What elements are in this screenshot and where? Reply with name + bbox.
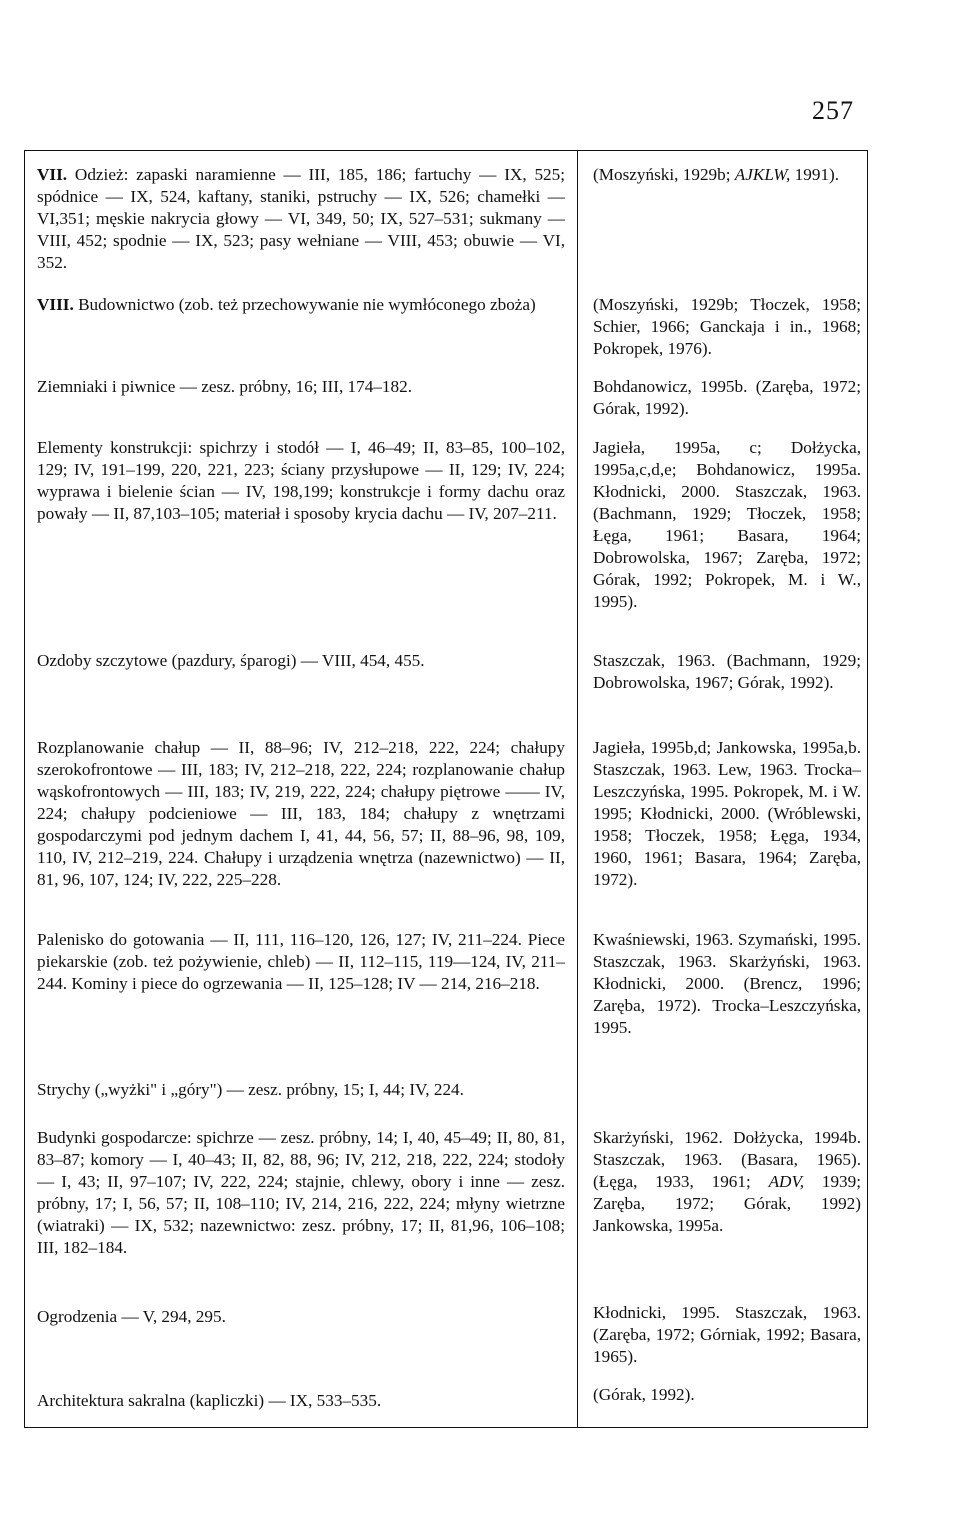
row-budynki-ref-italic: ADV,	[768, 1172, 805, 1191]
row-vii-right	[593, 164, 861, 186]
row-ziemniaki-left: Ziemniaki i piwnice — zesz. próbny, 16; III, 174–182.	[37, 377, 413, 396]
section-number-viii: VIII.	[37, 295, 74, 314]
row-vii-left	[37, 164, 565, 274]
row-budynki-right	[593, 1127, 861, 1237]
row-viii-left	[37, 294, 565, 316]
row-rozplanowanie-left: Rozplanowanie chałup — II, 88–96; IV, 212–218, 222, 224; chałupy szerokofrontowe — III, 183; IV, 212–218, 222, 224; rozplanowanie chałup wąskofrontowych — III, 183; IV, 219, 222, 224; chałupy piętrowe —— IV, 224; chałupy podcieniowe — III, 183, 184; chałupy z wnętrzami gospodarczymi pod jednym dachem I, 41, 44, 56, 57; II, 88–96, 98, 109, 110, IV, 212–219, 224. Chałupy i urządzenia wnętrza (nazewnictwo) — II, 81, 96, 107, 124; IV, 222, 225–228.	[37, 738, 565, 889]
row-vii-text: Odzież: zapaski naramienne — III, 185, 186; fartuchy — IX, 525; spódnice — IX, 524, kaftany, staniki, pstruchy — IX, 526; chamełki — VI,351; męskie nakrycia głowy — VI, 349, 50; IX, 527–531; sukmany — VIII, 452; spodnie — IX, 523; pasy wełniane — VIII, 453; obuwie — VI, 352.	[37, 165, 566, 272]
bibliography-table	[24, 150, 868, 1428]
row-vii-ref-start: (Moszyński, 1929b;	[593, 165, 735, 184]
row-viii-right: (Moszyński, 1929b; Tłoczek, 1958; Schier, 1966; Ganckaja i in., 1968; Pokropek, 1976).	[593, 295, 861, 358]
section-number-vii: VII.	[37, 165, 68, 184]
row-palenisko-left: Palenisko do gotowania — II, 111, 116–120, 126, 127; IV, 211–224. Piece piekarskie (zob. też pożywienie, chleb) — II, 112–115, 119—124, IV, 211–244. Kominy i piece do ogrzewania — II, 125–128; IV — 214, 216–218.	[37, 930, 565, 993]
row-palenisko-right: Kwaśniewski, 1963. Szymański, 1995. Staszczak, 1963. Skarżyński, 1963. Kłodnicki, 2000. (Brencz, 1996; Zaręba, 1972). Trocka–Leszczyńska, 1995.	[593, 930, 861, 1037]
row-ogrodzenia-right: Kłodnicki, 1995. Staszczak, 1963. (Zaręba, 1972; Górniak, 1992; Basara, 1965).	[593, 1303, 861, 1366]
row-architektura-right: (Górak, 1992).	[593, 1385, 695, 1404]
page-number: 257	[812, 96, 854, 125]
row-strychy-left: Strychy („wyżki" i „góry") — zesz. próbny, 15; I, 44; IV, 224.	[37, 1080, 464, 1099]
row-rozplanowanie-right: Jagieła, 1995b,d; Jankowska, 1995a,b. Staszczak, 1963. Lew, 1963. Trocka–Leszczyńska, 1995. Pokropek, M. i W. 1995; Kłodnicki, 2000. (Wróblewski, 1958; Tłoczek, 1958; Łęga, 1934, 1960, 1961; Basara, 1964; Zaręba, 1972).	[593, 738, 861, 889]
row-elementy-right: Jagieła, 1995a, c; Dołżycka, 1995a,c,d,e; Bohdanowicz, 1995a. Kłodnicki, 2000. Staszczak, 1963. (Bachmann, 1929; Tłoczek, 1958; Łęga, 1961; Basara, 1964; Dobrowolska, 1967; Zaręba, 1972; Górak, 1992; Pokropek, M. i W., 1995).	[593, 438, 861, 611]
row-ziemniaki-right: Bohdanowicz, 1995b. (Zaręba, 1972; Górak, 1992).	[593, 377, 861, 418]
row-budynki-ref-start: Skarżyński, 1962. Dołżycka, 1994b. Staszczak, 1963. (Basara, 1965). (Łęga, 1933, 1961;	[593, 1128, 861, 1191]
row-viii-text: Budownictwo (zob. też przechowywanie nie wymłóconego zboża)	[78, 295, 536, 314]
row-budynki-ref-end: 1939; Zaręba, 1972; Górak, 1992) Jankowska, 1995a.	[593, 1172, 861, 1235]
row-ozdoby-left: Ozdoby szczytowe (pazdury, śparogi) — VIII, 454, 455.	[37, 651, 425, 670]
column-divider	[577, 151, 578, 1427]
row-vii-ref-italic: AJKLW,	[734, 165, 791, 184]
row-budynki-left: Budynki gospodarcze: spichrze — zesz. próbny, 14; I, 40, 45–49; II, 80, 81, 83–87; komory — I, 40–43; II, 82, 88, 96; IV, 212, 218, 222, 224; stodoły — I, 43; II, 97–107; IV, 222, 224; stajnie, chlewy, obory i inne — zesz. próbny, 17; I, 56, 57; II, 108–110; IV, 214, 216, 222, 224; młyny wietrzne (wiatraki) — IX, 532; nazewnictwo: zesz. próbny, 17; II, 81,96, 106–108; III, 182–184.	[37, 1128, 565, 1257]
row-ogrodzenia-left: Ogrodzenia — V, 294, 295.	[37, 1307, 226, 1326]
row-vii-ref-end: 1991).	[790, 165, 840, 184]
row-architektura-left: Architektura sakralna (kapliczki) — IX, 533–535.	[37, 1391, 382, 1410]
row-elementy-left: Elementy konstrukcji: spichrzy i stodół — I, 46–49; II, 83–85, 100–102, 129; IV, 191–199, 220, 221, 223; ściany przysłupowe — II, 129; IV, 224; wyprawa i bielenie ścian — IV, 198,199; konstrukcje i formy dachu oraz powały — II, 87,103–105; materiał i sposoby krycia dachu — IV, 207–211.	[37, 438, 565, 523]
row-ozdoby-right: Staszczak, 1963. (Bachmann, 1929; Dobrowolska, 1967; Górak, 1992).	[593, 651, 861, 692]
